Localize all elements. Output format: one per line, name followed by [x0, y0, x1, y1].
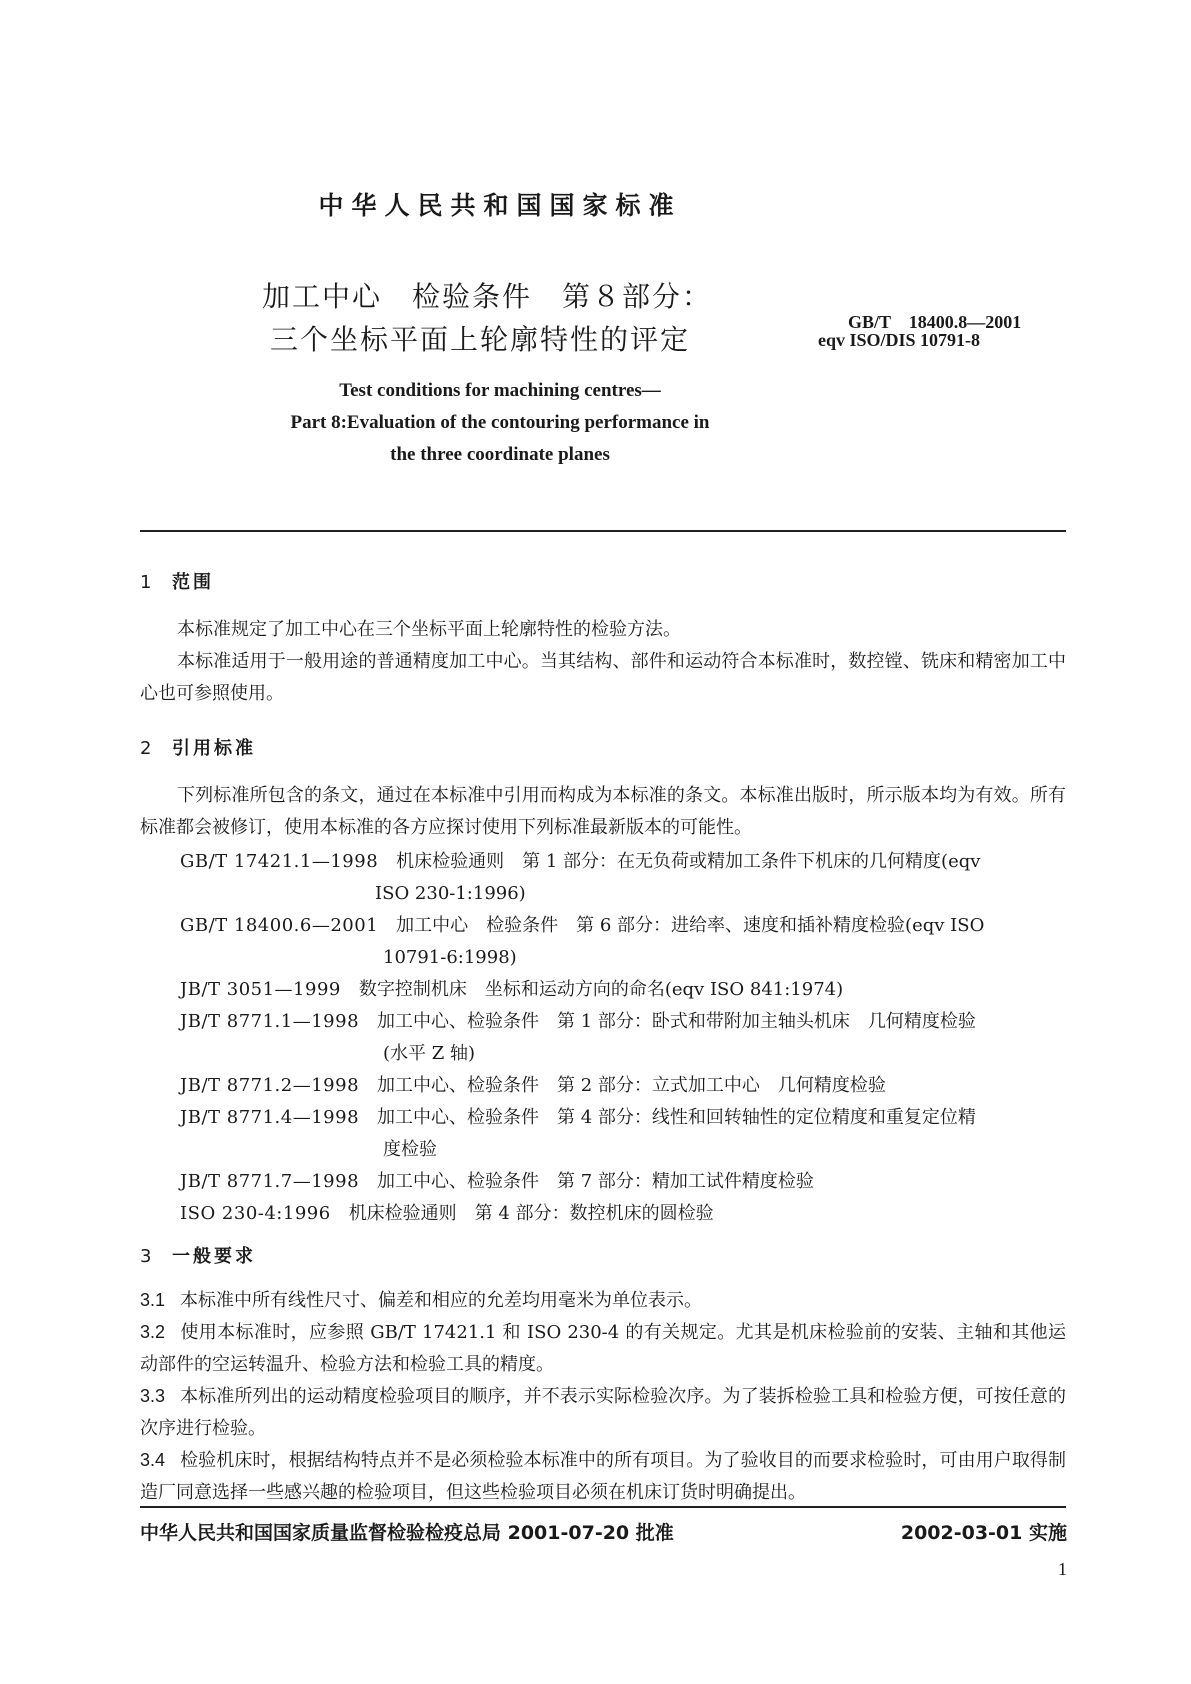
reference-title: 加工中心、检验条件 第 4 部分：线性和回转轴性的定位精度和重复定位精 — [377, 1107, 976, 1128]
title-chinese-line-2: 三个坐标平面上轮廓特性的评定 — [270, 323, 691, 356]
approval-statement: 中华人民共和国国家质量监督检验检疫总局 2001-07-20 批准 — [140, 1522, 674, 1544]
reference-title: 机床检验通则 第 4 部分：数控机床的圆检验 — [348, 1203, 714, 1224]
requirement-number: 3.3 — [140, 1386, 166, 1406]
reference-title: 加工中心、检验条件 第 7 部分：精加工试件精度检验 — [377, 1171, 814, 1192]
section-title: 一般要求 — [172, 1246, 256, 1267]
header-divider — [140, 530, 1066, 532]
reference-item — [180, 974, 1066, 1006]
reference-code: JB/T 8771.7—1998 — [180, 1171, 360, 1192]
standard-equivalence: eqv ISO/DIS 10791-8 — [818, 330, 981, 350]
reference-title: 数字控制机床 坐标和运动方向的命名(eqv ISO 841:1974) — [358, 979, 844, 1000]
reference-title-continued: 度检验 — [383, 1139, 437, 1160]
reference-title: 加工中心、检验条件 第 2 部分：立式加工中心 几何精度检验 — [377, 1075, 886, 1096]
reference-code: GB/T 17421.1—1998 — [180, 851, 379, 872]
reference-code: JB/T 8771.1—1998 — [180, 1011, 360, 1032]
requirement-text: 本标准所列出的运动精度检验项目的顺序，并不表示实际检验次序。为了装拆检验工具和检验方便，可按任意的次序进行检验。 — [140, 1386, 1066, 1439]
requirement-text: 使用本标准时，应参照 GB/T 17421.1 和 ISO 230-4 的有关规定。尤其是机床检验前的安装、主轴和其他运动部件的空运转温升、检验方法和检验工具的精度。 — [140, 1322, 1066, 1375]
section-1-heading — [140, 568, 214, 594]
section-2-intro: 下列标准所包含的条文，通过在本标准中引用而构成为本标准的条文。本标准出版时，所示版本均为有效。所有标准都会被修订，使用本标准的各方应探讨使用下列标准最新版本的可能性。 — [140, 785, 1066, 838]
reference-code: ISO 230-4:1996 — [180, 1203, 331, 1224]
reference-item — [180, 1006, 1066, 1070]
section-title: 范围 — [172, 572, 214, 593]
reference-item — [180, 1070, 1066, 1102]
section-title: 引用标准 — [172, 738, 256, 759]
reference-item — [180, 1102, 1066, 1166]
reference-code: JB/T 8771.2—1998 — [180, 1075, 360, 1096]
requirement-item — [140, 1284, 1066, 1317]
requirement-number: 3.1 — [140, 1290, 166, 1310]
title-english-line-1: Test conditions for machining centres— — [339, 380, 661, 401]
reference-code: JB/T 8771.4—1998 — [180, 1107, 360, 1128]
reference-item — [180, 846, 1066, 910]
title-english-line-3: the three coordinate planes — [390, 444, 610, 465]
requirement-text: 检验机床时，根据结构特点并不是必须检验本标准中的所有项目。为了验收目的而要求检验时，可由用户取得制造厂同意选择一些感兴趣的检验项目，但这些检验项目必须在机床订货时明确提出。 — [140, 1450, 1066, 1503]
reference-title: 机床检验通则 第 1 部分：在无负荷或精加工条件下机床的几何精度(eqv — [396, 851, 981, 872]
reference-item — [180, 1166, 1066, 1198]
section-2-heading — [140, 734, 256, 760]
section-number: 2 — [140, 738, 152, 759]
section-1-paragraph-1: 本标准规定了加工中心在三个坐标平面上轮廓特性的检验方法。 — [177, 619, 681, 640]
standard-organization-heading: 中华人民共和国国家标准 — [318, 191, 682, 220]
requirement-item — [140, 1444, 1066, 1509]
title-chinese-line-1: 加工中心 检验条件 第８部分： — [262, 280, 713, 313]
section-1-paragraph-2: 本标准适用于一般用途的普通精度加工中心。当其结构、部件和运动符合本标准时，数控镗、铣床和精密加工中心也可参照使用。 — [140, 651, 1066, 704]
reference-title: 加工中心 检验条件 第 6 部分：进给率、速度和插补精度检验(eqv ISO — [396, 915, 985, 936]
footer-divider — [140, 1506, 1066, 1508]
reference-item — [180, 910, 1066, 974]
reference-title-continued: ISO 230-1:1996) — [375, 883, 526, 904]
requirement-number: 3.2 — [140, 1322, 166, 1342]
reference-code: GB/T 18400.6—2001 — [180, 915, 379, 936]
implementation-date: 2002-03-01 实施 — [900, 1522, 1067, 1544]
requirement-item — [140, 1316, 1066, 1381]
page-number: 1 — [1058, 1559, 1067, 1579]
reference-item — [180, 1198, 1066, 1230]
requirement-text: 本标准中所有线性尺寸、偏差和相应的允差均用毫米为单位表示。 — [180, 1290, 702, 1311]
standard-code: GB/T 18400.8—2001 — [848, 312, 1022, 332]
requirement-number: 3.4 — [140, 1450, 166, 1470]
section-number: 3 — [140, 1246, 152, 1267]
title-english-line-2: Part 8:Evaluation of the contouring performance in — [290, 412, 710, 433]
reference-title: 加工中心、检验条件 第 1 部分：卧式和带附加主轴头机床 几何精度检验 — [377, 1011, 976, 1032]
reference-code: JB/T 3051—1999 — [180, 979, 341, 1000]
section-3-heading — [140, 1242, 256, 1268]
reference-title-continued: (水平 Z 轴) — [383, 1043, 475, 1064]
reference-title-continued: 10791-6:1998) — [383, 947, 517, 968]
section-number: 1 — [140, 572, 152, 593]
requirement-item — [140, 1380, 1066, 1445]
